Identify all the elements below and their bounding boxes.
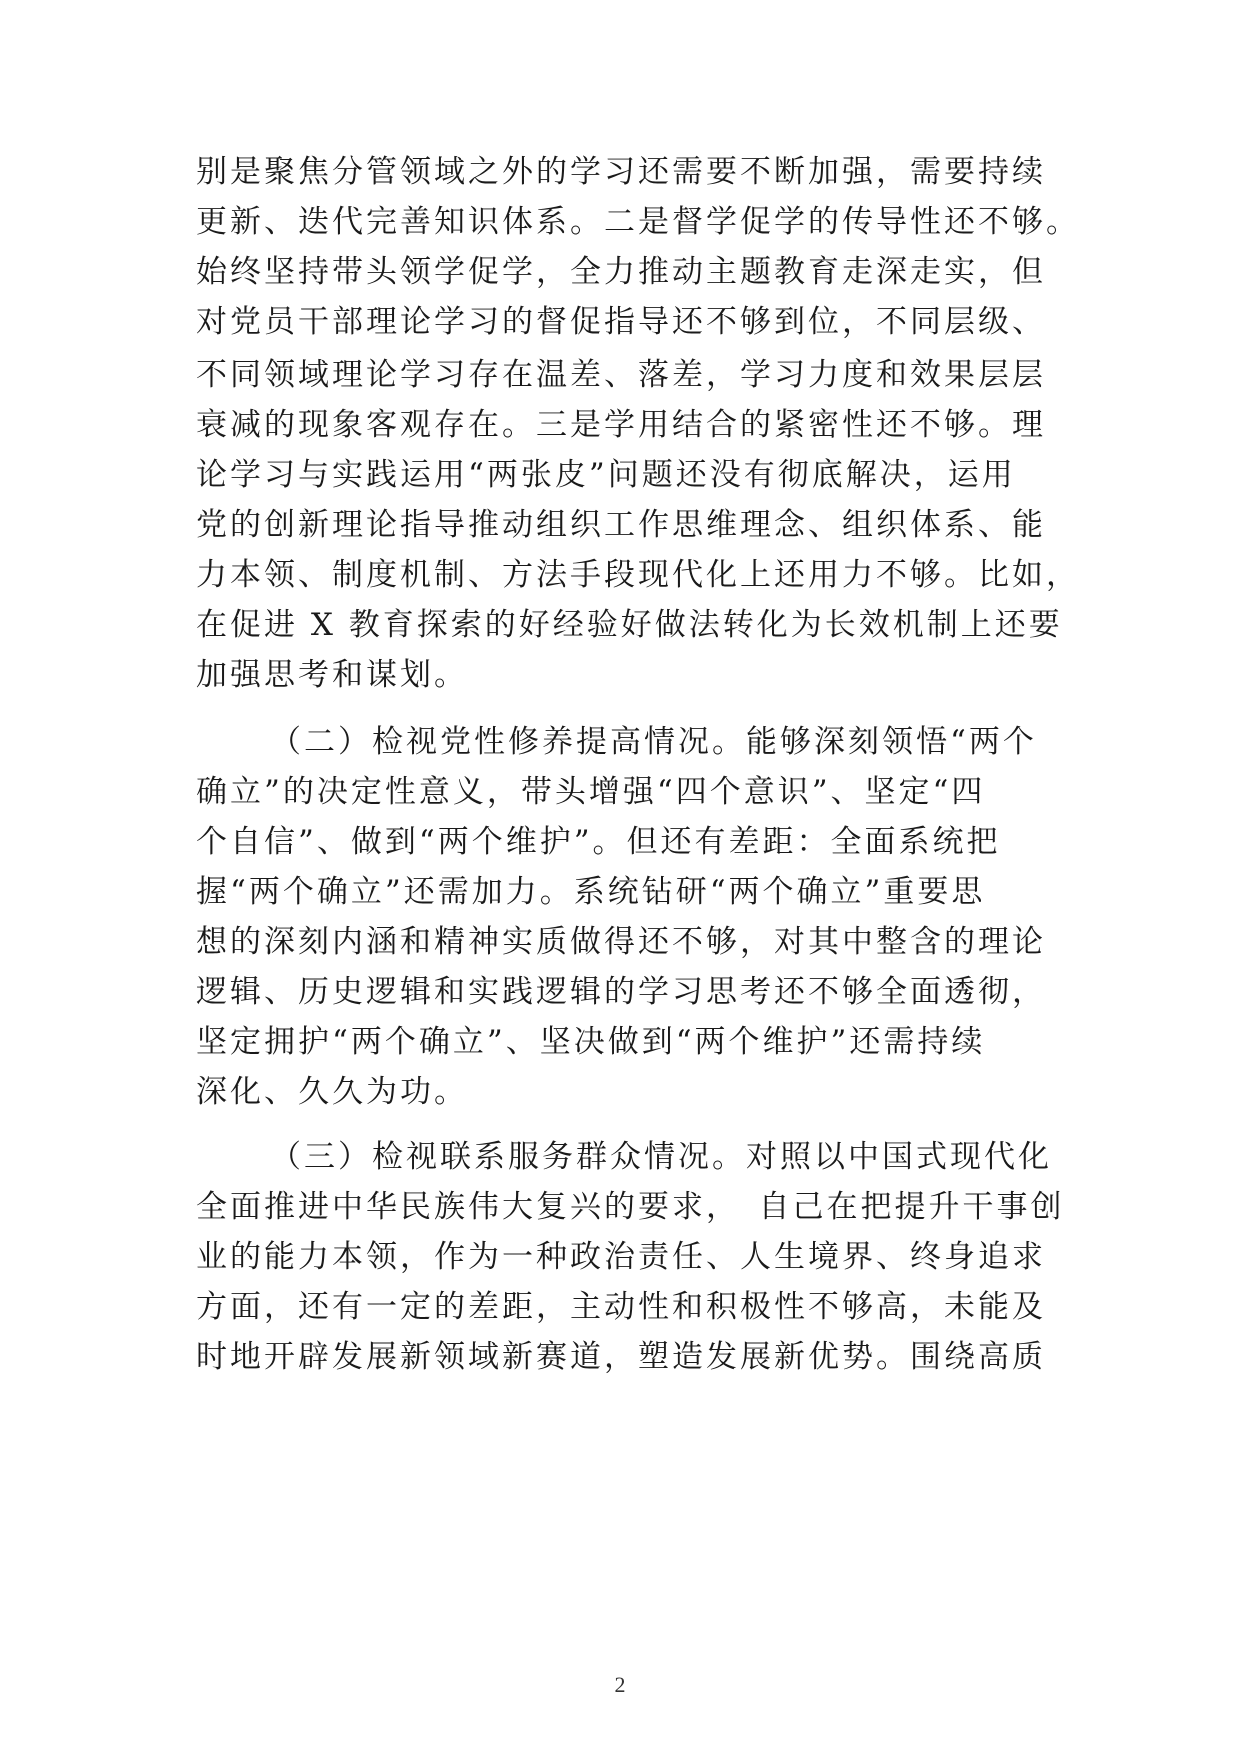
body-line: 深化、久久为功。 — [196, 1074, 468, 1110]
body-line: 在促进 X 教育探索的好经验好做法转化为长效机制上还要 — [196, 607, 1063, 643]
body-line: 别是聚焦分管领域之外的学习还需要不断加强，需要持续 — [196, 154, 1046, 190]
body-line: 始终坚持带头领学促学，全力推动主题教育走深走实，但 — [196, 254, 1046, 290]
body-line: 衰减的现象客观存在。三是学用结合的紧密性还不够。理 — [196, 407, 1046, 443]
body-line: 确立”的决定性意义，带头增强“四个意识”、坚定“四 — [196, 774, 986, 810]
body-line: 对党员干部理论学习的督促指导还不够到位，不同层级、 — [196, 304, 1046, 340]
body-line: 论学习与实践运用“两张皮”问题还没有彻底解决，运用 — [196, 457, 1016, 493]
body-line: 坚定拥护“两个确立”、坚决做到“两个维护”还需持续 — [196, 1024, 986, 1060]
section-heading-line: （二）检视党性修养提高情况。能够深刻领悟“两个 — [270, 724, 1037, 760]
body-line: 方面，还有一定的差距，主动性和积极性不够高，未能及 — [196, 1289, 1046, 1325]
body-line: 时地开辟发展新领域新赛道，塑造发展新优势。围绕高质 — [196, 1339, 1046, 1375]
body-line: 加强思考和谋划。 — [196, 657, 468, 693]
body-line: 想的深刻内涵和精神实质做得还不够，对其中整含的理论 — [196, 924, 1046, 960]
body-line: 全面推进中华民族伟大复兴的要求， 自己在把提升干事创 — [196, 1189, 1065, 1225]
section-heading-line: （三）检视联系服务群众情况。对照以中国式现代化 — [270, 1139, 1052, 1175]
body-line: 逻辑、历史逻辑和实践逻辑的学习思考还不够全面透彻， — [196, 974, 1046, 1010]
page-number: 2 — [614, 1672, 626, 1697]
body-line: 不同领域理论学习存在温差、落差，学习力度和效果层层 — [196, 357, 1046, 393]
body-line: 更新、迭代完善知识体系。二是督学促学的传导性还不够。 — [196, 204, 1080, 240]
body-line: 个自信”、做到“两个维护”。但还有差距：全面系统把 — [196, 824, 1001, 860]
body-line: 握“两个确立”还需加力。系统钻研“两个确立”重要思 — [196, 874, 986, 910]
body-line: 党的创新理论指导推动组织工作思维理念、组织体系、能 — [196, 507, 1046, 543]
body-line: 业的能力本领，作为一种政治责任、人生境界、终身追求 — [196, 1239, 1046, 1275]
body-line: 力本领、制度机制、方法手段现代化上还用力不够。比如， — [196, 557, 1080, 593]
